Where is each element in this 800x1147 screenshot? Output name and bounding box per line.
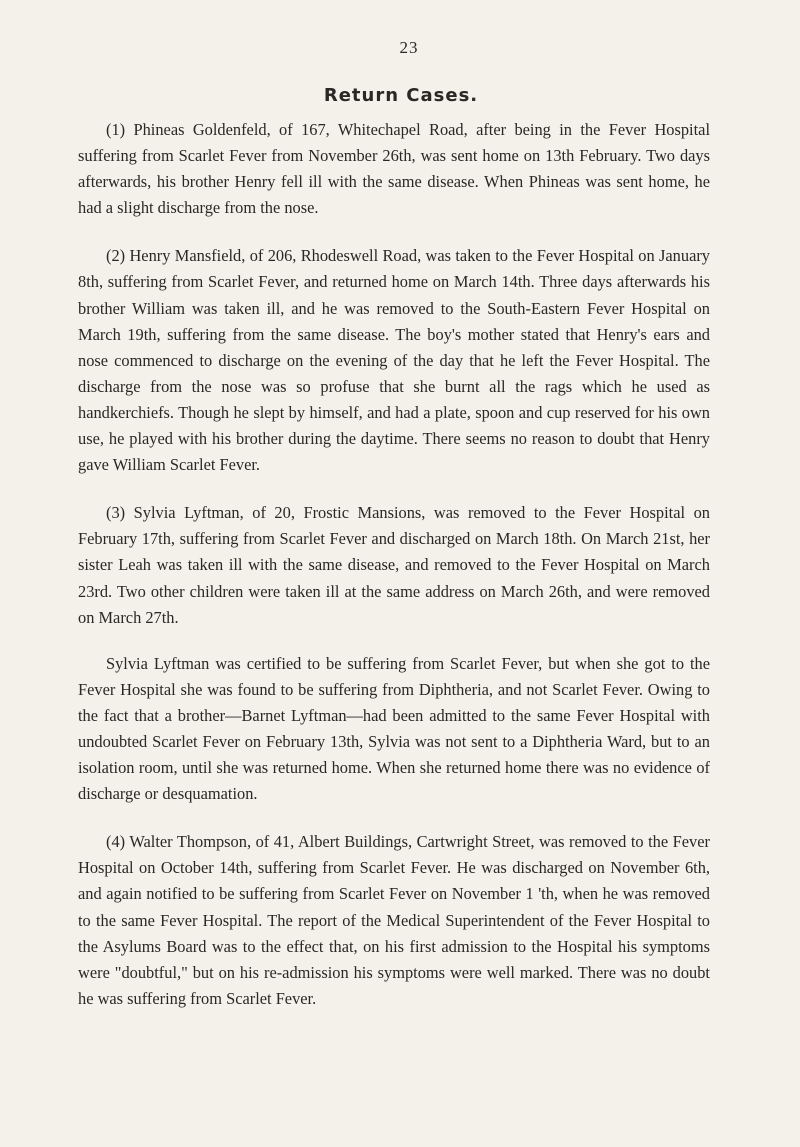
- paragraph-case-2: (2) Henry Mansfield, of 206, Rhodeswell Road, was taken to the Fever Hospital on January 8th, suffering from Scarlet Fever, and returned home on March 14th. Three days afterwards his brother William was taken ill, and he was removed to the South-Eastern Fever Hospital on March 19th, suffering from the same disease. The boy's mother stated that Henry's ears and nose commenced to discharge on the evening of the day that he left the Fever Hospital. The discharge from the nose was so profuse that she burnt all the rags which he used as handkerchiefs. Though he slept by himself, and had a plate, spoon and cup reserved for his own use, he played with his brother during the daytime. There seems no reason to doubt that Henry gave William Scarlet Fever.: [78, 246, 710, 475]
- document-page: [78, 38, 710, 1034]
- section-heading: Return Cases.: [323, 85, 479, 106]
- page-number: 23: [399, 38, 419, 57]
- paragraph-case-1: (1) Phineas Goldenfeld, of 167, Whitechapel Road, after being in the Fever Hospital suffering from Scarlet Fever from November 26th, was sent home on 13th February. Two days afterwards, his brother Henry fell ill with the same disease. When Phineas was sent home, he had a slight discharge from the nose.: [78, 120, 710, 218]
- paragraph-case-4: (4) Walter Thompson, of 41, Albert Buildings, Cartwright Street, was removed to the Fever Hospital on October 14th, suffering from Scarlet Fever. He was discharged on November 6th, and again notified to be suffering from Scarlet Fever on November 1 'th, when he was removed to the same Fever Hospital. The report of the Medical Superintendent of the Fever Hospital to the Asylums Board was to the effect that, on his first admission to the Hospital his symptoms were "doubtful," but on his re-admission his symptoms were well marked. There was no doubt he was suffering from Scarlet Fever.: [78, 832, 710, 1008]
- paragraph-case-3: (3) Sylvia Lyftman, of 20, Frostic Mansions, was removed to the Fever Hospital on February 17th, suffering from Scarlet Fever and discharged on March 18th. On March 21st, her sister Leah was taken ill with the same disease, and removed to the Fever Hospital on March 23rd. Two other children were taken ill at the same address on March 26th, and were removed on March 27th.: [78, 503, 710, 627]
- paragraph-case-3-note: Sylvia Lyftman was certified to be suffering from Scarlet Fever, but when she got to the Fever Hospital she was found to be suffering from Diphtheria, and not Scarlet Fever. Owing to the fact that a brother—Barnet Lyftman—had been admitted to the same Fever Hospital with undoubted Scarlet Fever on February 13th, Sylvia was not sent to a Diphtheria Ward, but to an isolation room, until she was returned home. When she returned home there was no evidence of discharge or desquamation.: [78, 653, 710, 804]
